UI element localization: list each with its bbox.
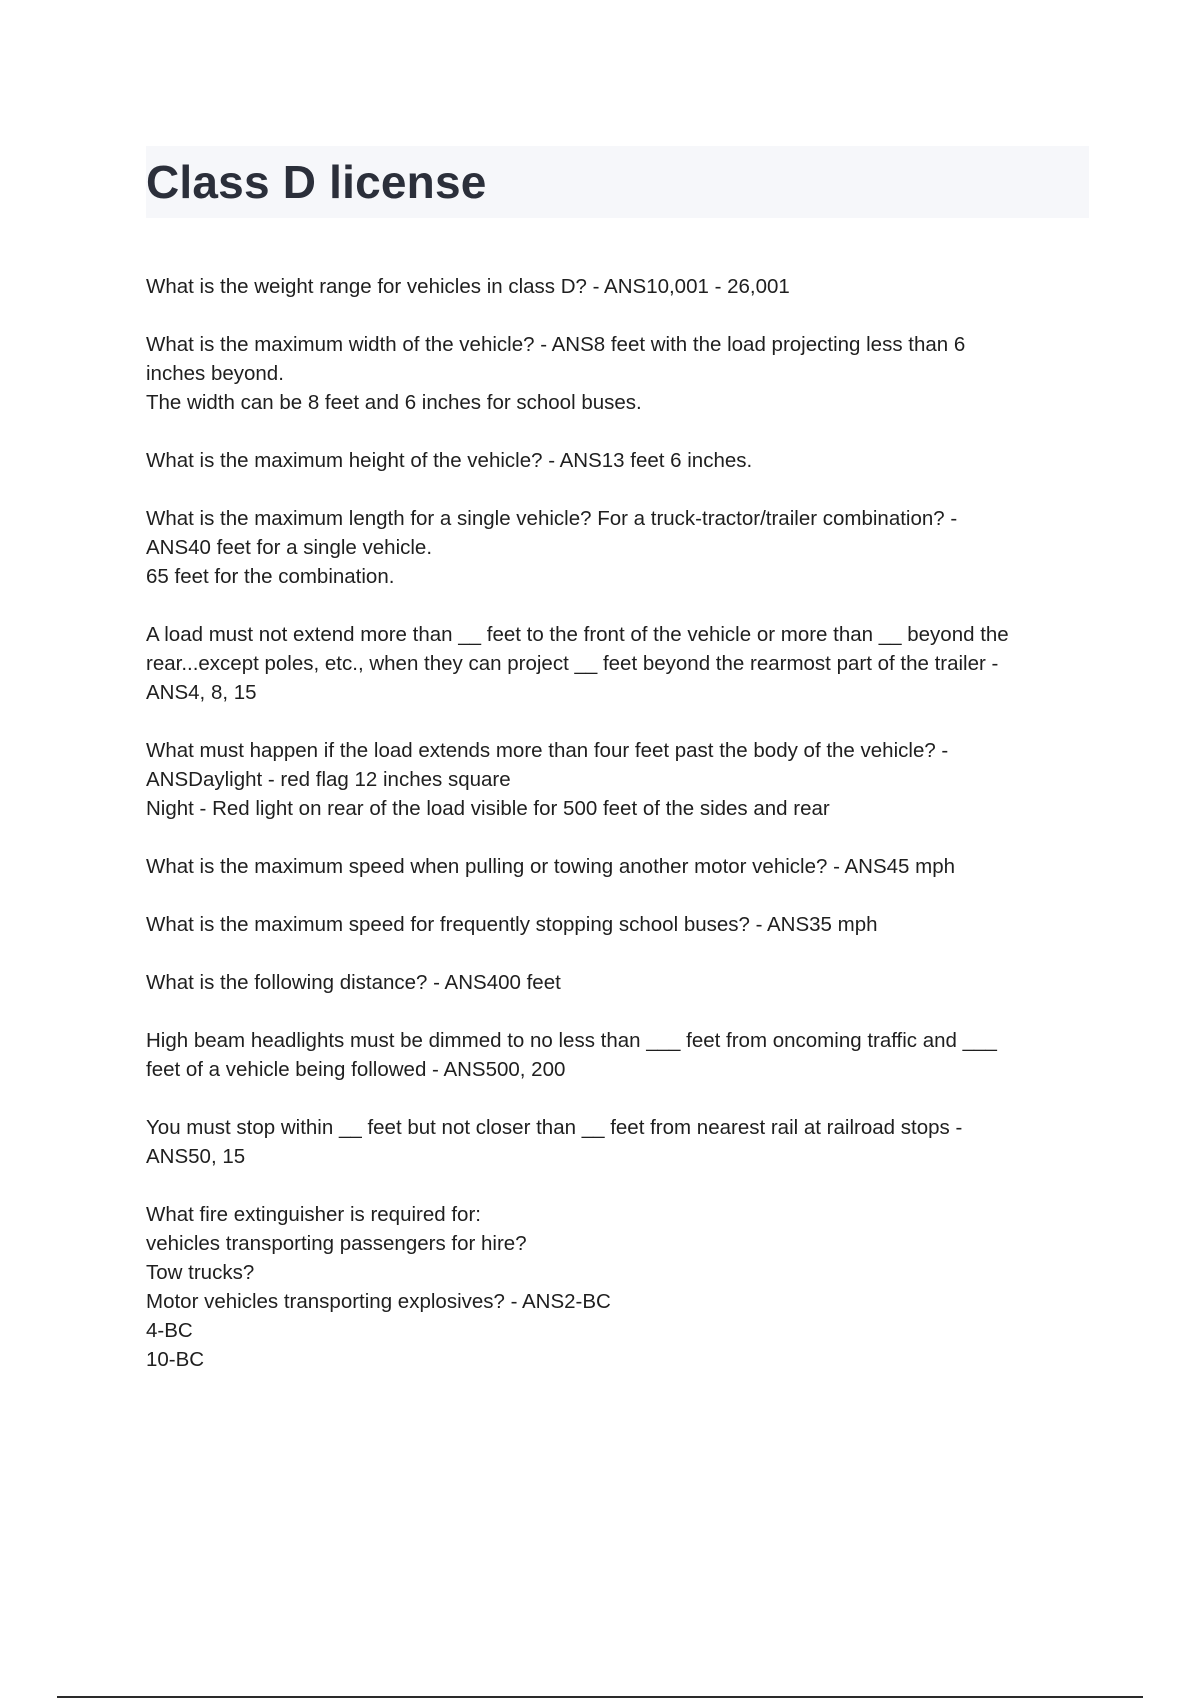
qa-line: What fire extinguisher is required for: xyxy=(146,1203,481,1226)
qa-line: What is the maximum speed for frequently stopping school buses? - ANS35 mph xyxy=(146,913,878,936)
qa-item xyxy=(146,1200,1086,1374)
qa-item xyxy=(146,852,1086,881)
qa-item xyxy=(146,620,1086,707)
qa-list xyxy=(146,272,1086,1403)
qa-item xyxy=(146,504,1086,591)
qa-line: High beam headlights must be dimmed to no less than ___ feet from oncoming traffic and ___ xyxy=(146,1029,997,1052)
qa-line: ANS4, 8, 15 xyxy=(146,681,257,704)
qa-line: What is the following distance? - ANS400 feet xyxy=(146,971,561,994)
qa-item xyxy=(146,1113,1086,1171)
qa-line: rear...except poles, etc., when they can project __ feet beyond the rearmost part of the trailer - xyxy=(146,652,999,675)
qa-line: What is the maximum length for a single vehicle? For a truck-tractor/trailer combination? - xyxy=(146,507,958,530)
qa-item xyxy=(146,736,1086,823)
document-title: Class D license xyxy=(146,156,487,208)
qa-line: feet of a vehicle being followed - ANS500, 200 xyxy=(146,1058,566,1081)
qa-item xyxy=(146,1026,1086,1084)
qa-line: Night - Red light on rear of the load visible for 500 feet of the sides and rear xyxy=(146,797,830,820)
qa-line: You must stop within __ feet but not closer than __ feet from nearest rail at railroad stops - xyxy=(146,1116,963,1139)
qa-line: The width can be 8 feet and 6 inches for school buses. xyxy=(146,391,642,414)
page-bottom-rule xyxy=(57,1696,1143,1698)
qa-line: A load must not extend more than __ feet to the front of the vehicle or more than __ beyond the xyxy=(146,623,1009,646)
qa-line: 10-BC xyxy=(146,1348,205,1371)
qa-line: ANSDaylight - red flag 12 inches square xyxy=(146,768,511,791)
qa-line: vehicles transporting passengers for hire? xyxy=(146,1232,527,1255)
qa-item xyxy=(146,910,1086,939)
qa-line: Tow trucks? xyxy=(146,1261,255,1284)
qa-line: What is the weight range for vehicles in class D? - ANS10,001 - 26,001 xyxy=(146,275,790,298)
qa-line: What is the maximum height of the vehicle? - ANS13 feet 6 inches. xyxy=(146,449,753,472)
qa-line: What is the maximum width of the vehicle? - ANS8 feet with the load projecting less than 6 xyxy=(146,333,966,356)
qa-line: What must happen if the load extends more than four feet past the body of the vehicle? - xyxy=(146,739,949,762)
qa-item xyxy=(146,446,1086,475)
qa-line: 65 feet for the combination. xyxy=(146,565,395,588)
qa-line: ANS50, 15 xyxy=(146,1145,246,1168)
qa-line: Motor vehicles transporting explosives? - ANS2-BC xyxy=(146,1290,611,1313)
qa-item xyxy=(146,968,1086,997)
qa-line: inches beyond. xyxy=(146,362,284,385)
qa-line: 4-BC xyxy=(146,1319,193,1342)
qa-item xyxy=(146,272,1086,301)
qa-line: ANS40 feet for a single vehicle. xyxy=(146,536,433,559)
qa-line: What is the maximum speed when pulling or towing another motor vehicle? - ANS45 mph xyxy=(146,855,956,878)
qa-item xyxy=(146,330,1086,417)
